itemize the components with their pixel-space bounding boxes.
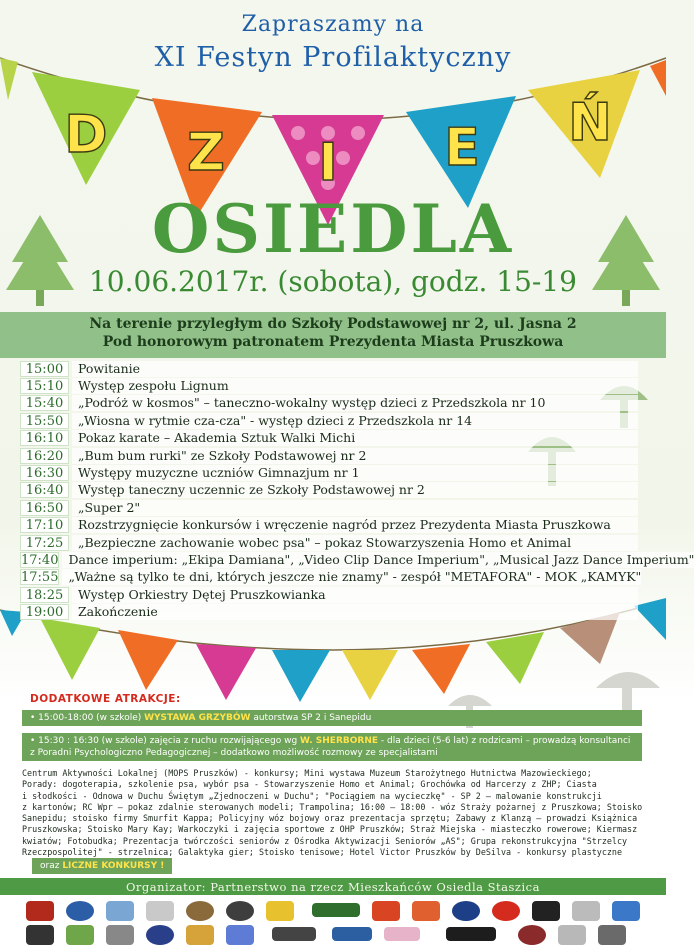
schedule-event: „Super 2" xyxy=(72,500,638,516)
sponsor-logos xyxy=(22,897,652,947)
schedule-event: Występy muzyczne uczniów Gimnazjum nr 1 xyxy=(72,465,638,481)
logo-b13 xyxy=(598,925,626,945)
flag-letter-d: D xyxy=(64,105,108,165)
extras-bar-1 xyxy=(22,710,642,726)
schedule-row xyxy=(20,395,638,412)
logo-blue xyxy=(106,901,134,921)
contests-text: oraz xyxy=(40,861,63,871)
extras-title: DODATKOWE ATRAKCJE: xyxy=(30,693,181,705)
logo-round xyxy=(66,901,94,921)
schedule-time: 17:40 xyxy=(21,552,59,568)
schedule-time: 16:10 xyxy=(20,430,69,446)
details-line: z kartonów; RC Wpr – pokaz zdalnie sterowanych modeli; Trampolina; 16:00 – 18:00 - wóz Straży pożarnej z Pruszkowa; Stoisko xyxy=(22,801,643,812)
venue-line-2: Pod honorowym patronatem Prezydenta Miasta Pruszkowa xyxy=(102,334,564,350)
event-date: 10.06.2017r. (sobota), godz. 15-19 xyxy=(88,265,577,298)
contests-highlight: LICZNE KONKURSY ! xyxy=(62,861,165,871)
festyn-title: XI Festyn Profilaktyczny xyxy=(154,42,512,73)
logo-navy xyxy=(452,901,480,921)
logo-green xyxy=(312,903,360,917)
contests-badge xyxy=(32,858,172,874)
details-line: Sanepidu; stoisko firmy Smurfit Kappa; Policyjny wóz bojowy oraz prezentacja sprzętu; Zabawy z Klanzą – prowadzi Książnica xyxy=(22,813,638,824)
schedule-event: „Bum bum rurki" ze Szkoły Podstawowej nr 2 xyxy=(72,448,638,464)
flag-letter-i: I xyxy=(318,133,338,193)
logo-light xyxy=(572,901,600,921)
bar1-highlight: WYSTAWA GRZYBÓW xyxy=(144,713,251,723)
logo-b8 xyxy=(332,927,372,941)
schedule-time: 15:10 xyxy=(20,378,69,394)
details-line: Rzeczpospolitej" - strzelnica; Galaktyka gier; Stoisko tenisowe; Hotel Victor Pruszków by DeSilva - konkursy plastyczne xyxy=(22,847,623,858)
schedule-event: Występ zespołu Lignum xyxy=(72,378,638,394)
schedule-time: 16:20 xyxy=(20,448,69,464)
venue-line-1: Na terenie przyległym do Szkoły Podstawowej nr 2, ul. Jasna 2 xyxy=(89,316,577,332)
details-line: Porady: dogoterapia, szkolenie psa, wybór psa - Stowarzyszenie Homo et Animal; Grochówka od Harcerzy z ZHP; Ciasta xyxy=(22,779,597,790)
logo-b1 xyxy=(26,925,54,945)
logo-b4 xyxy=(146,925,174,945)
schedule-row xyxy=(20,534,638,551)
schedule-row xyxy=(20,569,642,586)
schedule-time: 19:00 xyxy=(20,604,69,620)
schedule-event: Powitanie xyxy=(72,361,638,377)
schedule-time: 17:10 xyxy=(20,517,69,533)
logo-orange xyxy=(412,901,440,921)
schedule-time: 15:50 xyxy=(20,413,69,429)
logo-crest xyxy=(26,901,54,921)
schedule-event: „Ważne są tylko te dni, których jeszcze nie znamy" - zespół "METAFORA" - MOK „KAMYK" xyxy=(62,569,641,585)
flag-letter-z: Z xyxy=(187,123,225,183)
schedule-event: Dance imperium: „Ekipa Damiana", „Video Clip Dance Imperium", „Musical Jazz Dance Imperium" xyxy=(62,552,694,568)
logo-gray xyxy=(146,901,174,921)
bar2-text: • 15:30 : 16:30 (w szkole) zajęcia z ruchu rozwijającego wg xyxy=(30,736,301,746)
logo-black xyxy=(532,901,560,921)
details-line: i słodkości - Odnowa w Duchu Świętym „Zjednoczeni w Duchu"; "Pociągiem na wycieczkę" - SP 2 – malowanie konstrukcji xyxy=(22,790,602,801)
logo-circle-red xyxy=(492,901,520,921)
schedule-event: „Wiosna w rytmie cza-cza" - występ dzieci z Przedszkola nr 14 xyxy=(72,413,638,429)
schedule-time: 17:25 xyxy=(20,535,69,551)
schedule-row xyxy=(20,482,638,499)
schedule-event: „Bezpieczne zachowanie wobec psa" – pokaz Stowarzyszenia Homo et Animal xyxy=(72,535,638,551)
logo-telkab xyxy=(612,901,640,921)
osiedla-title: OSIEDLA xyxy=(151,190,515,268)
schedule-time: 16:30 xyxy=(20,465,69,481)
schedule-event: Rozstrzygnięcie konkursów i wręczenie nagród przez Prezydenta Miasta Pruszkowa xyxy=(72,517,638,533)
schedule-time: 17:55 xyxy=(21,570,59,586)
bar1-text-2: autorstwa SP 2 i Sanepidu xyxy=(250,713,372,723)
schedule-event: „Podróż w kosmos" – taneczno-wokalny występ dzieci z Przedszkola nr 10 xyxy=(72,395,638,411)
schedule-time: 15:40 xyxy=(20,395,69,411)
schedule-row xyxy=(20,447,638,464)
logo-b6 xyxy=(226,925,254,945)
schedule-event: Występ Orkiestry Dętej Pruszkowianka xyxy=(72,587,638,603)
flag-letter-n: Ń xyxy=(568,93,612,153)
logo-b11 xyxy=(518,925,546,945)
schedule-row xyxy=(20,377,638,394)
organizer-text: Organizator: Partnerstwo na rzecz Mieszkańców Osiedla Staszica xyxy=(126,880,540,894)
schedule-row xyxy=(20,360,638,377)
details-line: Centrum Aktywności Lokalnej (MOPS Pruszków) - konkursy; Mini wystawa Muzeum Starożytnego Hutnictwa Mazowieckiego; xyxy=(22,768,592,778)
schedule-row xyxy=(20,603,638,620)
logo-yellow xyxy=(266,901,294,921)
extras-bar-2 xyxy=(22,733,642,761)
schedule-row xyxy=(20,517,638,534)
logo-b3 xyxy=(106,925,134,945)
invite-text: Zapraszamy na xyxy=(241,12,425,37)
details-line: Pruszkowska; Stoisko Mary Kay; Warkoczyki i zajęcia sportowe z OHP Pruszków; Straż Miejska - miasteczko rowerowe; Kiermasz xyxy=(22,824,638,835)
logo-b12 xyxy=(558,925,586,945)
schedule-list xyxy=(20,360,694,621)
schedule-row xyxy=(20,551,694,568)
logo-dark xyxy=(226,901,254,921)
schedule-row xyxy=(20,464,638,481)
logo-b2 xyxy=(66,925,94,945)
schedule-event: Występ taneczny uczennic ze Szkoły Podstawowej nr 2 xyxy=(72,482,638,498)
flag-letter-e: E xyxy=(444,118,480,178)
bar1-text: • 15:00-18:00 (w szkole) xyxy=(30,713,145,723)
schedule-time: 15:00 xyxy=(20,361,69,377)
schedule-time: 16:40 xyxy=(20,482,69,498)
schedule-row xyxy=(20,412,638,429)
extras-details xyxy=(22,768,652,858)
bar2-highlight: W. SHERBORNE xyxy=(300,736,379,746)
bar2-text-2: - dla dzieci (5-6 lat) z rodzicami – prowadzą konsultanci z Poradni Psychologiczno Pedagogicznej – dodatkowo możliwość rozmowy ze specjalistami xyxy=(30,736,631,758)
details-line: kwiatów; Fotobudka; Prezentacja twórczości seniorów z Ośrodka Aktywizacji Seniorów „AS"; Grupa rekonstrukcyjna "Strzelcy xyxy=(22,835,628,846)
schedule-event: Zakończenie xyxy=(72,604,638,620)
schedule-time: 16:50 xyxy=(20,500,69,516)
logo-red xyxy=(372,901,400,921)
schedule-row xyxy=(20,586,638,603)
logo-b10 xyxy=(446,927,496,941)
schedule-row xyxy=(20,499,638,516)
schedule-row xyxy=(20,430,638,447)
logo-brown xyxy=(186,901,214,921)
schedule-event: Pokaz karate – Akademia Sztuk Walki Michi xyxy=(72,430,638,446)
logo-b5 xyxy=(186,925,214,945)
logo-b7 xyxy=(272,927,316,941)
logo-b9 xyxy=(384,927,420,941)
schedule-time: 18:25 xyxy=(20,587,69,603)
